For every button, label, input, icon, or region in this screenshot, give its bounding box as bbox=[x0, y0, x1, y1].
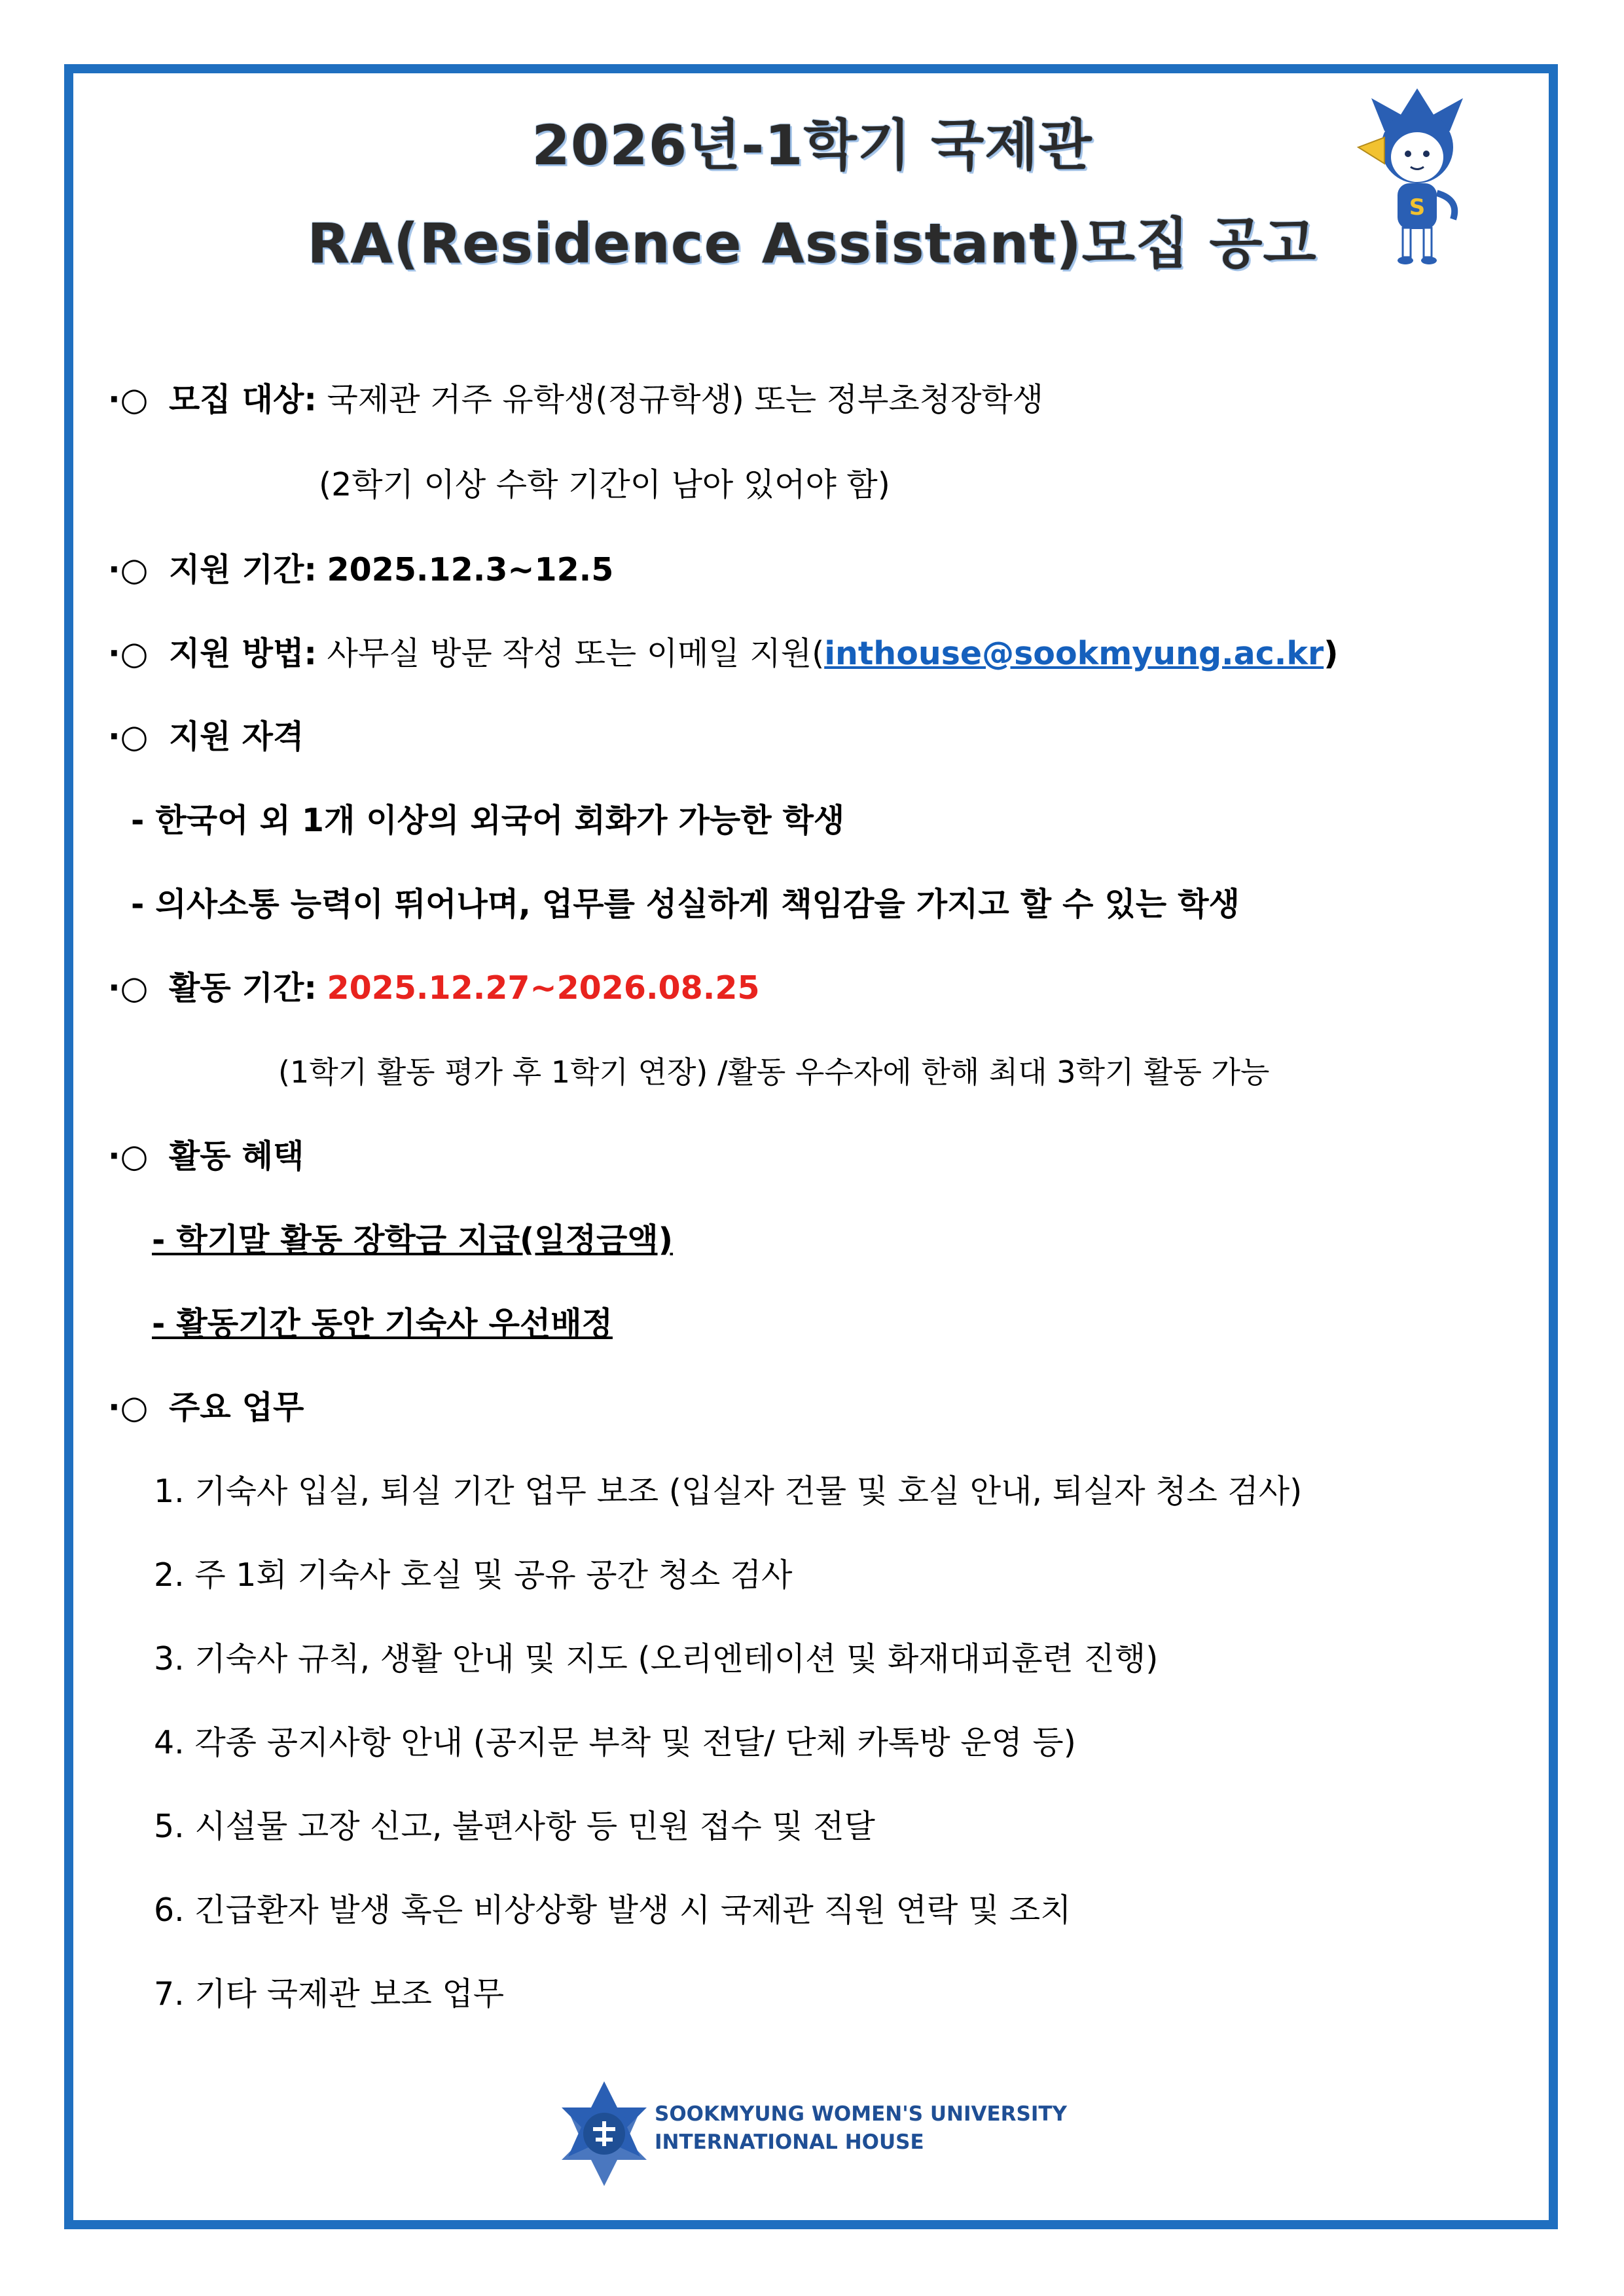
duties-row bbox=[108, 1389, 304, 1427]
activity-period-label: 활동 기간: bbox=[168, 969, 317, 1007]
bullet-icon: ·○ bbox=[108, 1389, 149, 1426]
target-value: 국제관 거주 유학생(정규학생) 또는 정부초청장학생 bbox=[327, 381, 1044, 418]
method-label: 지원 방법: bbox=[168, 635, 317, 672]
benefit-item: - 학기말 활동 장학금 지급(일정금액) bbox=[152, 1221, 674, 1259]
benefits-row bbox=[108, 1138, 304, 1176]
duty-item: 2. 주 1회 기숙사 호실 및 공유 공간 청소 검사 bbox=[154, 1556, 793, 1594]
mascot-icon bbox=[1345, 85, 1489, 275]
activity-period-row bbox=[108, 969, 760, 1008]
benefits-label: 활동 혜택 bbox=[168, 1138, 304, 1175]
email-link[interactable]: inthouse@sookmyung.ac.kr bbox=[824, 635, 1324, 672]
duty-item: 1. 기숙사 입실, 퇴실 기간 업무 보조 (입실자 건물 및 호실 안내, 퇴실자 청소 검사) bbox=[154, 1473, 1303, 1510]
activity-period-note: (1학기 활동 평가 후 1학기 연장) /활동 우수자에 한해 최대 3학기 활동 가능 bbox=[278, 1054, 1270, 1090]
footer-house-name: INTERNATIONAL HOUSE bbox=[655, 2130, 924, 2154]
method-value: 사무실 방문 작성 또는 이메일 지원( bbox=[327, 635, 825, 672]
bullet-icon: ·○ bbox=[108, 718, 149, 755]
qualification-item: - 한국어 외 1개 이상의 외국어 회화가 가능한 학생 bbox=[131, 802, 845, 839]
bullet-icon: ·○ bbox=[108, 635, 149, 672]
bullet-icon: ·○ bbox=[108, 969, 149, 1007]
qualification-item: - 의사소통 능력이 뛰어나며, 업무를 성실하게 책임감을 가지고 할 수 있는 학생 bbox=[131, 886, 1240, 923]
period-label: 지원 기간: bbox=[168, 551, 317, 588]
svg-text:S: S bbox=[1409, 194, 1426, 221]
university-logo-icon bbox=[549, 2078, 660, 2189]
method-close: ) bbox=[1324, 635, 1339, 672]
title-line-2: RA(Residence Assistant)모집 공고 bbox=[307, 211, 1317, 276]
method-row bbox=[108, 635, 1339, 673]
duty-item: 7. 기타 국제관 보조 업무 bbox=[154, 1975, 505, 2013]
duty-item: 5. 시설물 고장 신고, 불편사항 등 민원 접수 및 전달 bbox=[154, 1808, 875, 1845]
duty-item: 6. 긴급환자 발생 혹은 비상상황 발생 시 국제관 직원 연락 및 조치 bbox=[154, 1892, 1072, 1929]
activity-period-value: 2025.12.27~2026.08.25 bbox=[327, 969, 760, 1007]
benefit-item: - 활동기간 동안 기숙사 우선배정 bbox=[152, 1305, 613, 1342]
duties-label: 주요 업무 bbox=[168, 1389, 304, 1426]
target-note: (2학기 이상 수학 기간이 남아 있어야 함) bbox=[319, 466, 890, 503]
bullet-icon: ·○ bbox=[108, 381, 149, 418]
period-row bbox=[108, 551, 613, 590]
footer-university-name: SOOKMYUNG WOMEN'S UNIVERSITY bbox=[655, 2102, 1067, 2126]
bullet-icon: ·○ bbox=[108, 551, 149, 588]
bullet-icon: ·○ bbox=[108, 1138, 149, 1175]
qualification-label: 지원 자격 bbox=[168, 718, 304, 755]
target-row bbox=[108, 381, 1043, 420]
title-line-1: 2026년-1학기 국제관 bbox=[532, 113, 1092, 177]
target-label: 모집 대상: bbox=[168, 381, 317, 418]
duty-item: 4. 각종 공지사항 안내 (공지문 부착 및 전달/ 단체 카톡방 운영 등) bbox=[154, 1724, 1076, 1761]
qualification-row bbox=[108, 718, 304, 757]
duty-item: 3. 기숙사 규칙, 생활 안내 및 지도 (오리엔테이션 및 화재대피훈련 진행) bbox=[154, 1640, 1159, 1677]
period-value: 2025.12.3~12.5 bbox=[327, 551, 614, 588]
